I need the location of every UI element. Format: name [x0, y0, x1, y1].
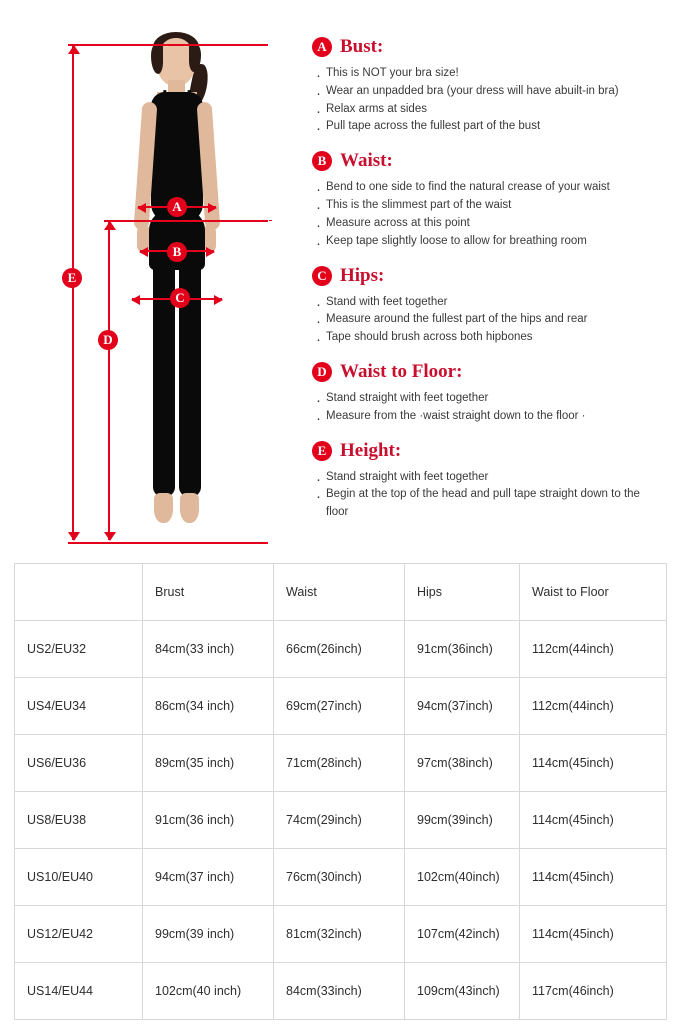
- bullet-hips-1: · Stand with feet together: [312, 294, 664, 312]
- cell-brust: 91cm(36 inch): [143, 792, 274, 849]
- section-title-bust: Bust:: [340, 36, 384, 57]
- cell-waist: 76cm(30inch): [274, 849, 405, 906]
- cell-hips: 109cm(43inch): [405, 963, 520, 1020]
- cell-brust: 99cm(39 inch): [143, 906, 274, 963]
- marker-c-figure: C: [170, 288, 190, 308]
- bullet-bust-1: · This is NOT your bra size!: [312, 65, 664, 83]
- cell-waist-to-floor: 114cm(45inch): [520, 735, 667, 792]
- column-header-waist: Waist: [274, 564, 405, 621]
- marker-b-badge: B: [312, 151, 332, 171]
- model-body: [105, 30, 245, 545]
- foot-right-shape: [180, 493, 199, 523]
- cell-brust: 102cm(40 inch): [143, 963, 274, 1020]
- column-header-brust: Brust: [143, 564, 274, 621]
- table-header-row: [15, 564, 667, 621]
- cell-waist: 71cm(28inch): [274, 735, 405, 792]
- section-header-hips: [312, 265, 664, 287]
- size-chart: [14, 563, 666, 1020]
- bullet-waist-to-floor-1: · Stand straight with feet together: [312, 390, 664, 408]
- bullet-height-1: · Stand straight with feet together: [312, 469, 664, 487]
- section-title-hips: Hips:: [340, 264, 385, 286]
- cell-hips: 97cm(38inch): [405, 735, 520, 792]
- cell-hips: 99cm(39inch): [405, 792, 520, 849]
- bullet-waist-1: · Bend to one side to find the natural crease of your waist: [312, 179, 664, 197]
- marker-a-figure: A: [167, 197, 187, 217]
- marker-e-badge: E: [312, 441, 332, 461]
- cell-size: US2/EU32: [15, 621, 143, 678]
- instructions-list: [312, 36, 664, 536]
- cell-hips: 107cm(42inch): [405, 906, 520, 963]
- bullet-hips-2: · Measure around the fullest part of the hips and rear: [312, 311, 664, 329]
- cell-size: US8/EU38: [15, 792, 143, 849]
- height-top-guide: [68, 44, 268, 46]
- instruction-section-waist-to-floor: [312, 361, 664, 426]
- floor-guide-line: [68, 542, 268, 544]
- cell-waist-to-floor: 114cm(45inch): [520, 906, 667, 963]
- section-header-bust: [312, 36, 664, 58]
- marker-e-figure: E: [62, 268, 82, 288]
- cell-waist-to-floor: 114cm(45inch): [520, 849, 667, 906]
- waist-extension-dash: [214, 220, 272, 221]
- bullet-bust-4: · Pull tape across the fullest part of the bust: [312, 118, 664, 136]
- instruction-section-height: [312, 440, 664, 522]
- cell-waist: 84cm(33inch): [274, 963, 405, 1020]
- instruction-section-bust: [312, 36, 664, 136]
- table-row: [15, 963, 667, 1020]
- cell-waist-to-floor: 114cm(45inch): [520, 792, 667, 849]
- waist-to-floor-measure-line: [108, 222, 110, 540]
- cell-size: US6/EU36: [15, 735, 143, 792]
- cell-hips: 91cm(36inch): [405, 621, 520, 678]
- instruction-section-waist: [312, 150, 664, 250]
- cell-waist: 69cm(27inch): [274, 678, 405, 735]
- foot-left-shape: [154, 493, 173, 523]
- cell-brust: 89cm(35 inch): [143, 735, 274, 792]
- bullet-waist-4: · Keep tape slightly loose to allow for breathing room: [312, 233, 664, 251]
- bullet-bust-2: · Wear an unpadded bra (your dress will have abuilt-in bra): [312, 83, 664, 101]
- bullet-hips-3: · Tape should brush across both hipbones: [312, 329, 664, 347]
- bullet-height-2: · Begin at the top of the head and pull tape straight down to the floor: [312, 486, 664, 522]
- table-row: [15, 735, 667, 792]
- section-header-waist: [312, 150, 664, 172]
- marker-a-badge: A: [312, 37, 332, 57]
- cell-brust: 94cm(37 inch): [143, 849, 274, 906]
- model-figure: [60, 30, 290, 545]
- section-header-height: [312, 440, 664, 462]
- column-header-waist-to-floor: Waist to Floor: [520, 564, 667, 621]
- height-measure-line: [72, 46, 74, 540]
- cell-waist-to-floor: 112cm(44inch): [520, 621, 667, 678]
- cell-size: US12/EU42: [15, 906, 143, 963]
- marker-c-badge: C: [312, 266, 332, 286]
- cell-waist-to-floor: 117cm(46inch): [520, 963, 667, 1020]
- cell-hips: 102cm(40inch): [405, 849, 520, 906]
- marker-d-figure: D: [98, 330, 118, 350]
- bullet-waist-3: · Measure across at this point: [312, 215, 664, 233]
- cell-waist-to-floor: 112cm(44inch): [520, 678, 667, 735]
- bullet-bust-3: · Relax arms at sides: [312, 101, 664, 119]
- cell-brust: 84cm(33 inch): [143, 621, 274, 678]
- instruction-section-hips: [312, 265, 664, 347]
- bullet-waist-2: · This is the slimmest part of the waist: [312, 197, 664, 215]
- cell-waist: 74cm(29inch): [274, 792, 405, 849]
- table-row: [15, 906, 667, 963]
- cell-hips: 94cm(37inch): [405, 678, 520, 735]
- section-title-waist: Waist:: [340, 150, 393, 172]
- marker-b-figure: B: [167, 242, 187, 262]
- column-header-hips: Hips: [405, 564, 520, 621]
- column-header-size: [15, 564, 143, 621]
- table-row: [15, 849, 667, 906]
- bullet-waist-to-floor-2: · Measure from the ·waist straight down to the floor ·: [312, 408, 664, 426]
- section-header-waist-to-floor: [312, 361, 664, 383]
- table-row: [15, 678, 667, 735]
- cell-waist: 81cm(32inch): [274, 906, 405, 963]
- hair-left-shape: [151, 44, 163, 74]
- marker-d-badge: D: [312, 362, 332, 382]
- size-chart-table: [14, 563, 667, 1020]
- section-title-height: Height:: [340, 439, 402, 461]
- section-title-waist-to-floor: Waist to Floor:: [340, 360, 463, 382]
- cell-brust: 86cm(34 inch): [143, 678, 274, 735]
- cell-size: US4/EU34: [15, 678, 143, 735]
- cell-size: US14/EU44: [15, 963, 143, 1020]
- cell-waist: 66cm(26inch): [274, 621, 405, 678]
- table-row: [15, 621, 667, 678]
- cell-size: US10/EU40: [15, 849, 143, 906]
- table-row: [15, 792, 667, 849]
